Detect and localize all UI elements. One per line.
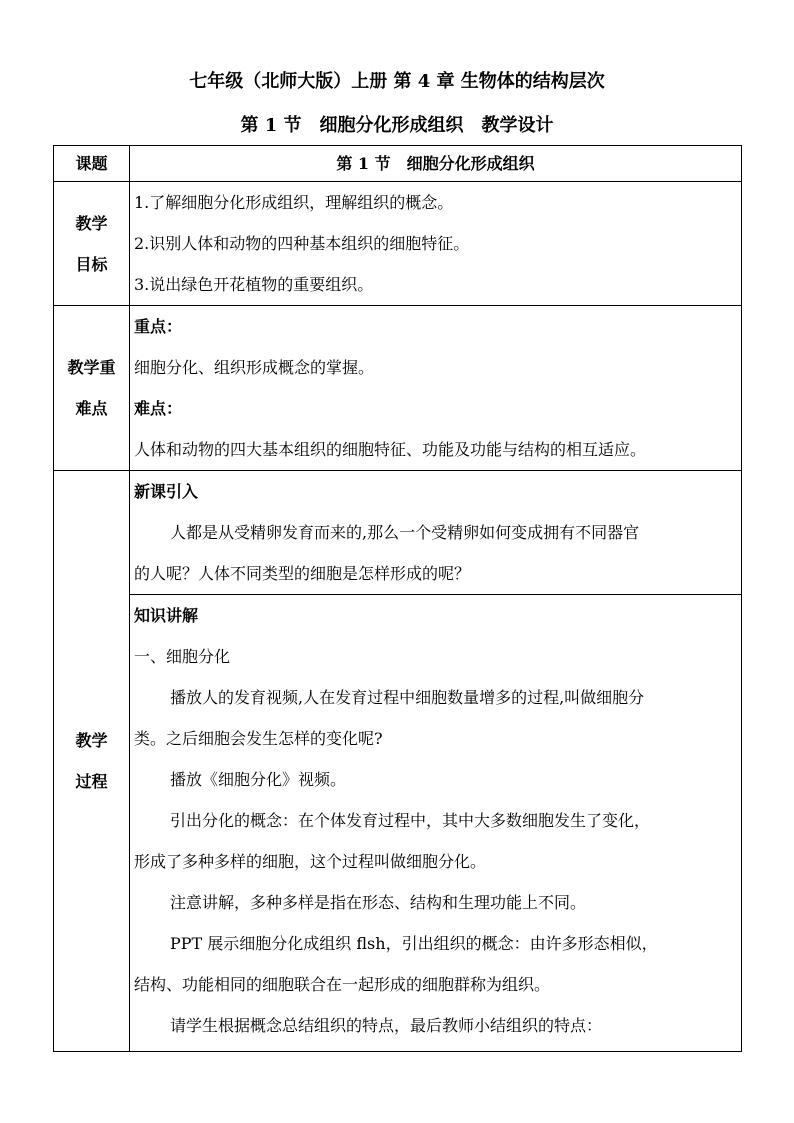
process-content [130,471,742,1052]
knowledge-line: 引出分化的概念：在个体发育过程中，其中大多数细胞发生了变化， [170,811,651,830]
knowledge-section [130,594,741,1046]
intro-line: 的人呢？人体不同类型的细胞是怎样形成的呢？ [134,564,471,583]
key-points-label-line: 教学重 [67,358,116,377]
knowledge-section-title: 一、细胞分化 [134,647,231,666]
knowledge-line: 请学生根据概念总结组织的特点，最后教师小结组织的特点： [170,1016,603,1035]
objectives-content [130,182,742,306]
knowledge-heading: 知识讲解 [134,606,199,625]
focus-heading: 重点： [134,317,183,336]
knowledge-lines [134,677,735,1046]
document-subtitle: 第 1 节 细胞分化形成组织 教学设计 [240,115,554,136]
knowledge-line: PPT 展示细胞分化成组织 flsh，引出组织的概念：由许多形态相似， [170,934,658,953]
objectives-label-line: 教学 [75,213,108,233]
objective-item: 1.了解细胞分化形成组织，理解组织的概念。 [134,193,454,212]
intro-heading: 新课引入 [134,482,199,501]
document-title: 七年级（北师大版）上册 第 4 章 生物体的结构层次 [189,71,605,92]
lesson-plan-table [53,145,742,1052]
process-label-line: 过程 [75,772,108,791]
knowledge-line: 类。之后细胞会发生怎样的变化呢? [134,729,383,748]
knowledge-line: 形成了多种多样的细胞，这个过程叫做细胞分化。 [134,852,487,871]
key-points-label-cell [54,306,130,471]
key-points-row [54,306,742,471]
difficulty-heading: 难点： [134,399,183,418]
difficulty-text: 人体和动物的四大基本组织的细胞特征、功能及功能与结构的相互适应。 [134,440,647,459]
objectives-label-cell [54,182,130,306]
process-label-line: 教学 [75,731,108,750]
topic-row [54,146,742,182]
topic-value: 第 1 节 细胞分化形成组织 [130,146,742,182]
knowledge-line: 播放人的发育视频,人在发育过程中细胞数量增多的过程,叫做细胞分 [170,688,645,707]
objective-item: 3.说出绿色开花植物的重要组织。 [134,275,374,294]
knowledge-line: 播放《细胞分化》视频。 [170,770,347,789]
objectives-label-line: 目标 [75,254,108,274]
objectives-row [54,182,742,306]
process-label-cell [54,471,130,1052]
key-points-content [130,306,742,471]
key-points-label-line: 难点 [75,399,108,418]
process-row [54,471,742,1052]
topic-label-cell [54,146,130,182]
intro-line: 人都是从受精卵发育而来的,那么一个受精卵如何变成拥有不同器官 [170,523,640,542]
knowledge-line: 结构、功能相同的细胞联合在一起形成的细胞群称为组织。 [134,975,551,994]
topic-label: 课题 [75,154,108,173]
objective-item: 2.识别人体和动物的四种基本组织的细胞特征。 [134,234,470,253]
intro-section [130,471,741,594]
knowledge-line: 注意讲解，多种多样是指在形态、结构和生理功能上不同。 [170,893,587,912]
focus-text: 细胞分化、组织形成概念的掌握。 [134,358,375,377]
